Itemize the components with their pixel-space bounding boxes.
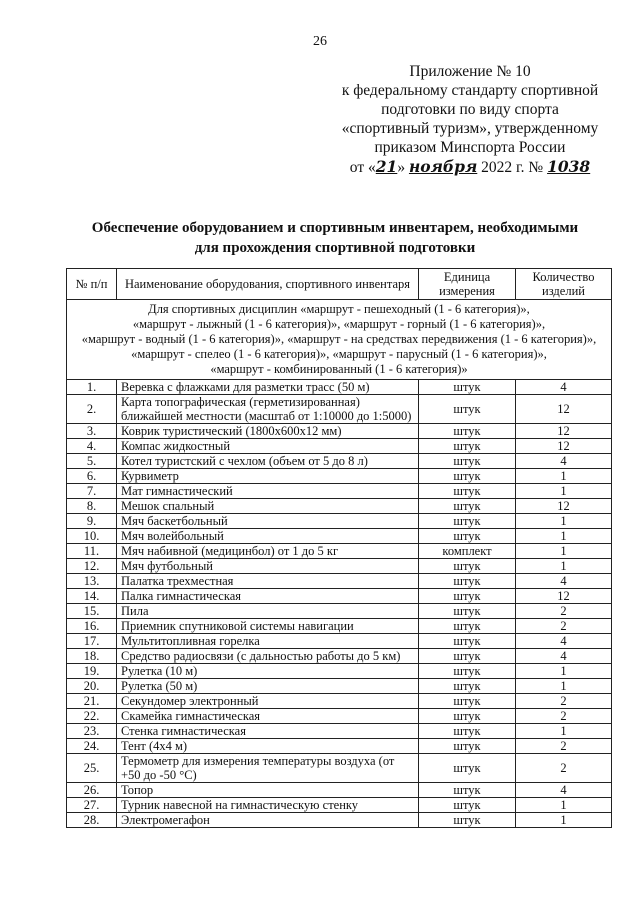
- row-number: 1.: [67, 380, 117, 395]
- row-name: Средство радиосвязи (с дальностью работы до 5 км): [117, 649, 419, 664]
- row-name: Карта топографическая (герметизированная) ближайшей местности (масштаб от 1:10000 до 1:5000): [117, 395, 419, 424]
- section-line: Для спортивных дисциплин «маршрут - пешеходный (1 - 6 категория)»,: [148, 302, 530, 316]
- table-row: [67, 783, 612, 798]
- row-quantity: 12: [516, 424, 612, 439]
- header-num: № п/п: [67, 269, 117, 300]
- row-unit: штук: [419, 439, 516, 454]
- row-name: Термометр для измерения температуры воздуха (от +50 до -50 °C): [117, 754, 419, 783]
- row-name: Мультитопливная горелка: [117, 634, 419, 649]
- row-name: Тент (4x4 м): [117, 739, 419, 754]
- table-header-row: [67, 269, 612, 300]
- row-number: 27.: [67, 798, 117, 813]
- document-title: [60, 218, 610, 258]
- row-unit: штук: [419, 604, 516, 619]
- date-prefix: от «: [349, 159, 376, 176]
- row-unit: комплект: [419, 544, 516, 559]
- row-quantity: 1: [516, 559, 612, 574]
- header-name: Наименование оборудования, спортивного инвентаря: [117, 269, 419, 300]
- table-row: [67, 469, 612, 484]
- table-row: [67, 544, 612, 559]
- row-quantity: 4: [516, 649, 612, 664]
- date-mid: »: [397, 159, 409, 176]
- row-name: Рулетка (10 м): [117, 664, 419, 679]
- appendix-date-line: [330, 157, 610, 177]
- row-quantity: 1: [516, 514, 612, 529]
- row-name: Турник навесной на гимнастическую стенку: [117, 798, 419, 813]
- table-row: [67, 619, 612, 634]
- row-unit: штук: [419, 514, 516, 529]
- table-row: [67, 559, 612, 574]
- row-unit: штук: [419, 798, 516, 813]
- row-name: Курвиметр: [117, 469, 419, 484]
- row-quantity: 12: [516, 439, 612, 454]
- row-number: 23.: [67, 724, 117, 739]
- row-unit: штук: [419, 454, 516, 469]
- appendix-block: [330, 62, 610, 177]
- row-unit: штук: [419, 619, 516, 634]
- row-unit: штук: [419, 649, 516, 664]
- row-number: 12.: [67, 559, 117, 574]
- row-name: Палка гимнастическая: [117, 589, 419, 604]
- row-name: Компас жидкостный: [117, 439, 419, 454]
- appendix-line-4: «спортивный туризм», утвержденному: [341, 120, 599, 137]
- table-row: [67, 664, 612, 679]
- table-row: [67, 439, 612, 454]
- row-name: Мешок спальный: [117, 499, 419, 514]
- row-quantity: 1: [516, 469, 612, 484]
- row-unit: штук: [419, 484, 516, 499]
- row-name: Веревка с флажками для разметки трасс (50 м): [117, 380, 419, 395]
- row-quantity: 12: [516, 395, 612, 424]
- appendix-line-1: Приложение № 10: [409, 63, 531, 80]
- row-name: Скамейка гимнастическая: [117, 709, 419, 724]
- table-row: [67, 724, 612, 739]
- table-row: [67, 739, 612, 754]
- row-quantity: 12: [516, 499, 612, 514]
- table-row: [67, 709, 612, 724]
- table-row: [67, 634, 612, 649]
- row-name: Топор: [117, 783, 419, 798]
- appendix-line-3: подготовки по виду спорта: [381, 101, 559, 118]
- row-quantity: 2: [516, 739, 612, 754]
- row-number: 22.: [67, 709, 117, 724]
- row-unit: штук: [419, 679, 516, 694]
- header-qty: Количество изделий: [516, 269, 612, 300]
- row-number: 25.: [67, 754, 117, 783]
- row-name: Коврик туристический (1800x600x12 мм): [117, 424, 419, 439]
- row-unit: штук: [419, 739, 516, 754]
- row-number: 21.: [67, 694, 117, 709]
- row-unit: штук: [419, 754, 516, 783]
- row-quantity: 1: [516, 724, 612, 739]
- table-row: [67, 514, 612, 529]
- row-quantity: 1: [516, 798, 612, 813]
- row-unit: штук: [419, 499, 516, 514]
- row-unit: штук: [419, 634, 516, 649]
- row-unit: штук: [419, 709, 516, 724]
- row-name: Мяч баскетбольный: [117, 514, 419, 529]
- row-number: 26.: [67, 783, 117, 798]
- table-row: [67, 754, 612, 783]
- row-number: 8.: [67, 499, 117, 514]
- section-row: [67, 300, 612, 380]
- table-row: [67, 380, 612, 395]
- row-quantity: 2: [516, 709, 612, 724]
- date-month-handwritten: ноября: [408, 157, 478, 176]
- date-day-handwritten: 21: [375, 157, 398, 176]
- table-row: [67, 649, 612, 664]
- row-number: 24.: [67, 739, 117, 754]
- row-name: Приемник спутниковой системы навигации: [117, 619, 419, 634]
- row-name: Котел туристский с чехлом (объем от 5 до 8 л): [117, 454, 419, 469]
- row-quantity: 4: [516, 574, 612, 589]
- row-number: 7.: [67, 484, 117, 499]
- row-quantity: 12: [516, 589, 612, 604]
- table-row: [67, 484, 612, 499]
- table-row: [67, 589, 612, 604]
- section-line: «маршрут - лыжный (1 - 6 категория)», «маршрут - горный (1 - 6 категория)»,: [132, 317, 546, 331]
- row-number: 28.: [67, 813, 117, 828]
- row-unit: штук: [419, 529, 516, 544]
- row-number: 14.: [67, 589, 117, 604]
- row-quantity: 1: [516, 484, 612, 499]
- row-unit: штук: [419, 380, 516, 395]
- row-number: 4.: [67, 439, 117, 454]
- row-name: Мяч волейбольный: [117, 529, 419, 544]
- row-number: 6.: [67, 469, 117, 484]
- row-quantity: 2: [516, 619, 612, 634]
- appendix-line-5: приказом Минспорта России: [374, 139, 566, 156]
- page-number: 26: [313, 34, 327, 49]
- row-unit: штук: [419, 589, 516, 604]
- row-quantity: 4: [516, 380, 612, 395]
- row-unit: штук: [419, 813, 516, 828]
- row-unit: штук: [419, 469, 516, 484]
- row-unit: штук: [419, 724, 516, 739]
- row-number: 19.: [67, 664, 117, 679]
- title-line-1: Обеспечение оборудованием и спортивным инвентарем, необходимыми: [91, 220, 579, 236]
- order-number-handwritten: 1038: [547, 157, 591, 176]
- title-line-2: для прохождения спортивной подготовки: [194, 240, 476, 256]
- table-body: [67, 300, 612, 828]
- row-quantity: 1: [516, 813, 612, 828]
- row-quantity: 1: [516, 679, 612, 694]
- row-name: Мат гимнастический: [117, 484, 419, 499]
- row-number: 3.: [67, 424, 117, 439]
- row-number: 16.: [67, 619, 117, 634]
- header-unit: Единица измерения: [419, 269, 516, 300]
- row-quantity: 4: [516, 634, 612, 649]
- table-row: [67, 604, 612, 619]
- row-name: Секундомер электронный: [117, 694, 419, 709]
- row-name: Мяч футбольный: [117, 559, 419, 574]
- table-row: [67, 574, 612, 589]
- row-name: Рулетка (50 м): [117, 679, 419, 694]
- row-number: 11.: [67, 544, 117, 559]
- row-number: 9.: [67, 514, 117, 529]
- row-unit: штук: [419, 559, 516, 574]
- row-number: 2.: [67, 395, 117, 424]
- row-name: Мяч набивной (медицинбол) от 1 до 5 кг: [117, 544, 419, 559]
- row-quantity: 1: [516, 529, 612, 544]
- appendix-line-2: к федеральному стандарту спортивной: [341, 82, 599, 99]
- row-unit: штук: [419, 424, 516, 439]
- row-quantity: 2: [516, 754, 612, 783]
- row-quantity: 2: [516, 604, 612, 619]
- table-row: [67, 529, 612, 544]
- date-year: 2022 г. №: [477, 159, 548, 176]
- row-name: Палатка трехместная: [117, 574, 419, 589]
- row-number: 13.: [67, 574, 117, 589]
- row-unit: штук: [419, 574, 516, 589]
- table-row: [67, 679, 612, 694]
- row-name: Стенка гимнастическая: [117, 724, 419, 739]
- table-row: [67, 694, 612, 709]
- row-number: 5.: [67, 454, 117, 469]
- section-cell: [67, 300, 612, 380]
- section-line: «маршрут - комбинированный (1 - 6 категория)»: [210, 362, 468, 376]
- row-quantity: 2: [516, 694, 612, 709]
- table-row: [67, 395, 612, 424]
- section-line: «маршрут - спелео (1 - 6 категория)», «маршрут - парусный (1 - 6 категория)»,: [131, 347, 547, 361]
- row-unit: штук: [419, 395, 516, 424]
- row-number: 15.: [67, 604, 117, 619]
- row-quantity: 1: [516, 544, 612, 559]
- row-number: 18.: [67, 649, 117, 664]
- table-row: [67, 813, 612, 828]
- row-number: 17.: [67, 634, 117, 649]
- table-row: [67, 798, 612, 813]
- row-unit: штук: [419, 664, 516, 679]
- table-row: [67, 499, 612, 514]
- equipment-table: [66, 268, 612, 828]
- row-number: 20.: [67, 679, 117, 694]
- row-unit: штук: [419, 694, 516, 709]
- row-quantity: 4: [516, 783, 612, 798]
- table-row: [67, 424, 612, 439]
- row-quantity: 1: [516, 664, 612, 679]
- row-name: Пила: [117, 604, 419, 619]
- row-name: Электромегафон: [117, 813, 419, 828]
- row-unit: штук: [419, 783, 516, 798]
- section-line: «маршрут - водный (1 - 6 категория)», «маршрут - на средствах передвижения (1 - 6 категория)»,: [81, 332, 597, 346]
- row-number: 10.: [67, 529, 117, 544]
- table-row: [67, 454, 612, 469]
- row-quantity: 4: [516, 454, 612, 469]
